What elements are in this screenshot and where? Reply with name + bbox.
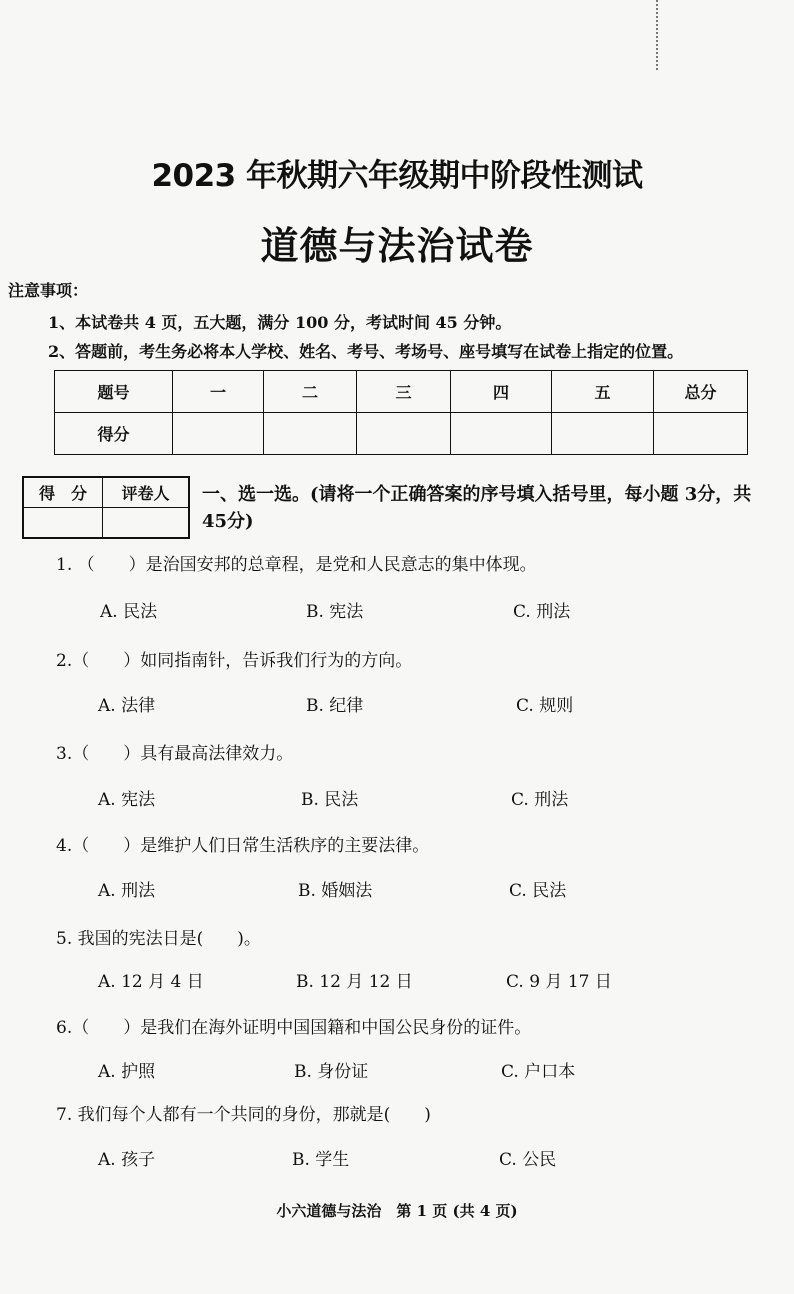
question-3-option-b: B. 民法	[301, 790, 359, 810]
binding-margin-dots	[656, 0, 662, 70]
question-3: 3.（ ）具有最高法律效力。	[56, 744, 294, 764]
question-6-option-c: C. 户口本	[501, 1062, 576, 1082]
question-2-option-c: C. 规则	[516, 696, 574, 716]
score-table-header: 二	[264, 371, 357, 413]
score-cell[interactable]	[173, 413, 264, 455]
exam-subtitle: 道德与法治试卷	[260, 224, 534, 268]
question-4: 4.（ ）是维护人们日常生活秩序的主要法律。	[56, 836, 430, 856]
question-7-option-a: A. 孩子	[98, 1150, 156, 1170]
score-cell[interactable]	[552, 413, 654, 455]
question-4-option-a: A. 刑法	[98, 881, 156, 901]
question-7-option-b: B. 学生	[292, 1150, 350, 1170]
exam-title: 2023 年秋期六年级期中阶段性测试	[151, 158, 643, 194]
question-5-option-b: B. 12 月 12 日	[296, 972, 413, 992]
score-cell[interactable]	[357, 413, 451, 455]
grader-name-cell[interactable]	[103, 508, 190, 539]
grader-score-label: 得 分	[23, 477, 103, 508]
score-cell[interactable]	[264, 413, 357, 455]
question-1: 1. （ ）是治国安邦的总章程，是党和人民意志的集中体现。	[56, 555, 537, 575]
score-table-header: 五	[552, 371, 654, 413]
question-1-option-a: A. 民法	[100, 602, 158, 622]
question-6-option-b: B. 身份证	[294, 1062, 369, 1082]
question-1-option-c: C. 刑法	[513, 602, 571, 622]
question-6: 6.（ ）是我们在海外证明中国国籍和中国公民身份的证件。	[56, 1018, 532, 1038]
question-2-option-a: A. 法律	[98, 696, 156, 716]
question-5-option-a: A. 12 月 4 日	[98, 972, 204, 992]
notice-heading: 注意事项：	[8, 281, 89, 300]
notice-item-1: 1、本试卷共 4 页，五大题，满分 100 分，考试时间 45 分钟。	[48, 313, 512, 332]
score-row-label: 得分	[55, 413, 173, 455]
question-7: 7. 我们每个人都有一个共同的身份，那就是( )	[56, 1105, 431, 1125]
score-table-header: 三	[357, 371, 451, 413]
page-footer: 小六道德与法治 第 1 页 (共 4 页)	[276, 1202, 518, 1220]
grader-score-cell[interactable]	[23, 508, 103, 539]
question-5-option-c: C. 9 月 17 日	[506, 972, 612, 992]
question-7-option-c: C. 公民	[499, 1150, 557, 1170]
question-4-option-b: B. 婚姻法	[298, 881, 373, 901]
score-table-header-row	[55, 371, 748, 413]
question-4-option-c: C. 民法	[509, 881, 567, 901]
score-table	[54, 370, 748, 455]
score-cell[interactable]	[654, 413, 748, 455]
section-1-title: 一、选一选。(请将一个正确答案的序号填入括号里，每小题 3分，共 45分)	[202, 484, 752, 532]
grader-name-label: 评卷人	[103, 477, 190, 508]
notice-item-2: 2、答题前，考生务必将本人学校、姓名、考号、考场号、座号填写在试卷上指定的位置。	[48, 342, 684, 361]
score-table-header: 总分	[654, 371, 748, 413]
score-table-header: 题号	[55, 371, 173, 413]
question-1-option-b: B. 宪法	[306, 602, 364, 622]
question-3-option-c: C. 刑法	[511, 790, 569, 810]
score-table-header: 一	[173, 371, 264, 413]
question-6-option-a: A. 护照	[98, 1062, 156, 1082]
score-table-score-row	[55, 413, 748, 455]
score-table-header: 四	[451, 371, 552, 413]
grader-table	[22, 476, 190, 539]
score-cell[interactable]	[451, 413, 552, 455]
question-5: 5. 我国的宪法日是( )。	[56, 929, 261, 949]
question-3-option-a: A. 宪法	[98, 790, 156, 810]
question-2: 2.（ ）如同指南针，告诉我们行为的方向。	[56, 651, 413, 671]
question-2-option-b: B. 纪律	[306, 696, 364, 716]
